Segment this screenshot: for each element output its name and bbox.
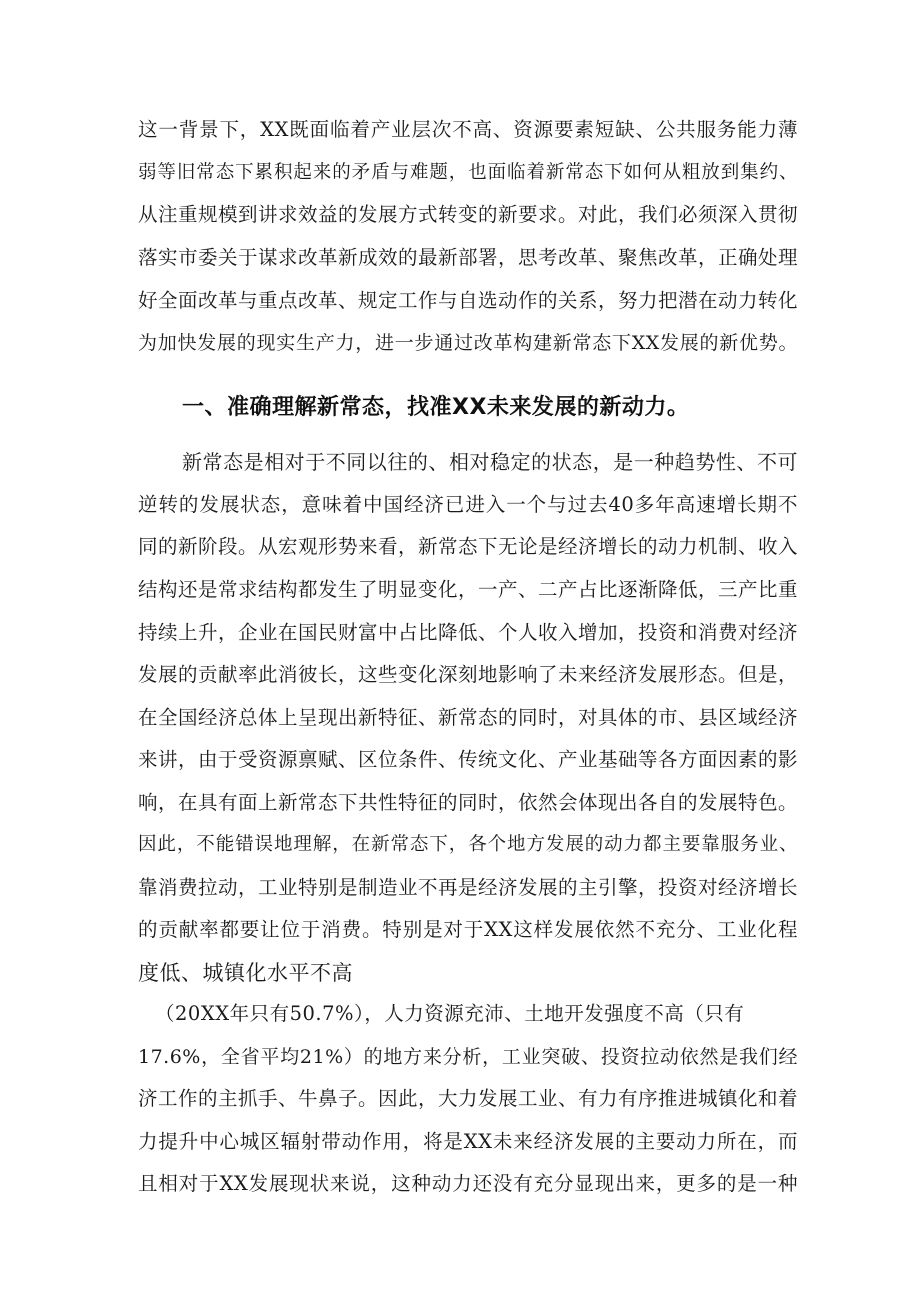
text-line: 从注重规模到讲求效益的发展方式转变的新要求。对此，我们必须深入贯彻 (138, 203, 799, 226)
text-line: 17.6%，全省平均21%）的地方来分析，工业突破、投资拉动依然是我们经 (138, 1046, 798, 1068)
text-line: 因此，不能错误地理解，在新常态下，各个地方发展的动力都主要靠服务业、 (138, 834, 798, 855)
section-heading: 一、准确理解新常态，找准XX未来发展的新动力。 (182, 395, 690, 420)
text-line: 发展的贡献率此消彼长，这些变化深刻地影响了未来经济发展形态。但是， (138, 663, 799, 686)
text-line: 在全国经济总体上呈现出新特征、新常态的同时，对具体的市、县区域经济 (138, 706, 799, 729)
text-line: 力提升中心城区辐射带动作用，将是XX未来经济发展的主要动力所在，而 (138, 1130, 798, 1153)
text-line: 为加快发展的现实生产力，进一步通过改革构建新常态下XX发展的新优势。 (138, 332, 798, 354)
text-line: 的贡献率都要让位于消费。特别是对于XX这样发展依然不充分、工业化程 (138, 918, 798, 941)
text-line: 结构还是常求结构都发生了明显变化，一产、二产占比逐渐降低，三产比重 (138, 578, 799, 601)
text-line: 来讲，由于受资源禀赋、区位条件、传统文化、产业基础等各方面因素的影 (138, 748, 799, 771)
text-line: 持续上升，企业在国民财富中占比降低、个人收入增加，投资和消费对经济 (138, 621, 799, 644)
text-line: 且相对于XX发展现状来说，这种动力还没有充分显现出来，更多的是一种 (138, 1172, 798, 1195)
text-line: 逆转的发展状态，意味着中国经济已进入一个与过去40多年高速增长期不 (138, 493, 798, 516)
text-line: 度低、城镇化水平不高 (138, 961, 353, 985)
text-line: 新常态是相对于不同以往的、相对稳定的状态，是一种趋势性、不可 (182, 450, 798, 474)
text-line: （20XX年只有50.7%），人力资源充沛、土地开发强度不高（只有 (155, 1002, 745, 1025)
text-line: 响，在具有面上新常态下共性特征的同时，依然会体现出各自的发展特色。 (138, 791, 799, 814)
text-line: 弱等旧常态下累积起来的矛盾与难题，也面临着新常态下如何从粗放到集约、 (138, 162, 798, 183)
text-line: 这一背景下，XX既面临着产业层次不高、资源要素短缺、公共服务能力薄 (138, 118, 798, 141)
text-line: 靠消费拉动，工业特别是制造业不再是经济发展的主引擎，投资对经济增长 (138, 876, 799, 899)
text-line: 落实市委关于谋求改革新成效的最新部署，思考改革、聚焦改革，正确处理 (138, 246, 799, 269)
text-line: 济工作的主抓手、牛鼻子。因此，大力发展工业、有力有序推进城镇化和着 (138, 1087, 799, 1110)
text-line: 好全面改革与重点改革、规定工作与自选动作的关系，努力把潜在动力转化 (138, 289, 799, 312)
text-line: 同的新阶段。从宏观形势来看，新常态下无论是经济增长的动力机制、收入 (138, 535, 799, 558)
